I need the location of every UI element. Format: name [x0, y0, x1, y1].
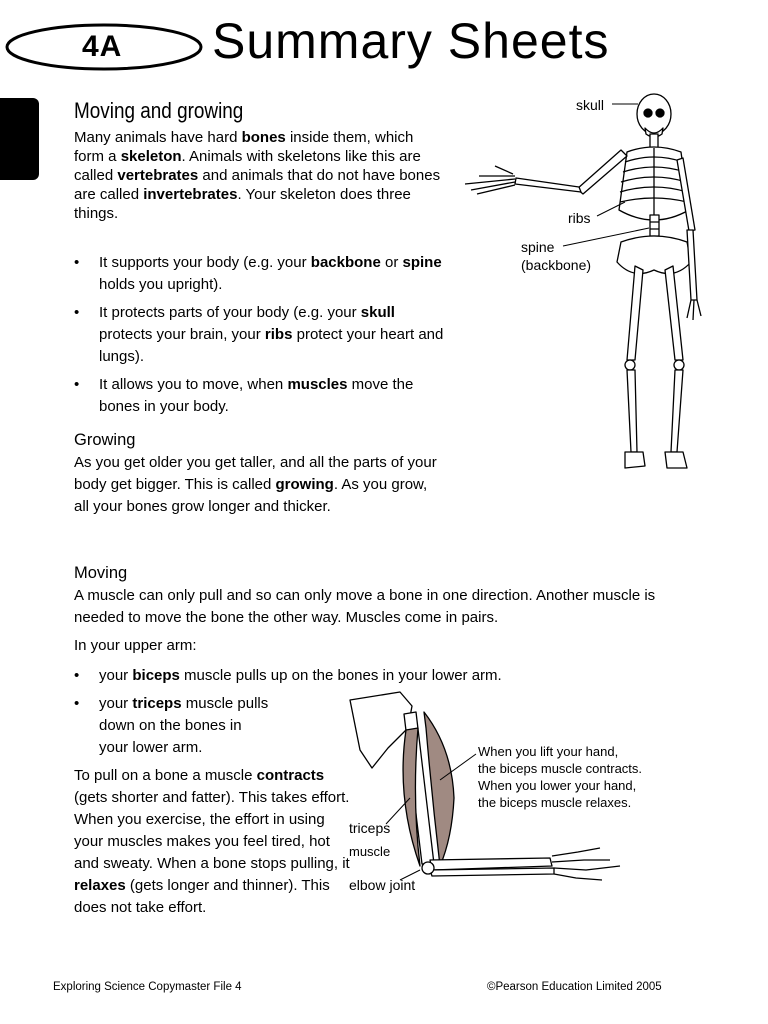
label-backbone: (backbone) [521, 257, 592, 273]
list-item: • your triceps muscle pulls down on the bones in your lower arm. [74, 693, 574, 759]
page-title: Summary Sheets [212, 13, 610, 69]
list-item: • It protects parts of your body (e.g. your skull protects your brain, your ribs protect your heart and lungs). [74, 302, 444, 368]
skeleton-functions-list [74, 252, 444, 424]
section-heading-growing: Growing [74, 431, 136, 449]
footer-left: Exploring Science Copymaster File 4 [53, 981, 242, 993]
section-heading-moving-growing: Moving and growing [74, 98, 244, 123]
list-item: • your biceps muscle pulls up on the bones in your lower arm. [74, 665, 574, 687]
contract-paragraph: To pull on a bone a muscle contracts (gets shorter and fatter). This takes effort. When you exercise, the effort in using your muscles makes you feel tired, hot and sweaty. When a bone stops pulling, it relaxes (gets longer and thinner). This does not take effort. [74, 767, 350, 916]
label-muscle: muscle [349, 844, 391, 859]
biceps-note-line: the biceps muscle relaxes. [478, 795, 632, 810]
sheet-badge: 4A [82, 30, 123, 63]
label-skull: skull [576, 97, 605, 113]
label-ribs: ribs [568, 210, 591, 226]
section-heading-moving: Moving [74, 564, 128, 582]
intro-paragraph: Many animals have hard bones inside them, which form a skeleton. Animals with skeletons like this are called vertebrates and animals that do not have bones are called invertebrates. Your skeleton does three things. [74, 129, 441, 222]
biceps-note-line: When you lift your hand, [478, 744, 619, 759]
biceps-note-line: the biceps muscle contracts. [478, 761, 643, 776]
moving-paragraph: A muscle can only pull and so can only move a bone in one direction. Another muscle is needed to move the bone the other way. Muscles come in pairs. [74, 587, 656, 626]
label-triceps: triceps [349, 820, 391, 836]
upper-arm-intro: In your upper arm: [74, 637, 197, 654]
label-elbow-joint: elbow joint [349, 877, 416, 893]
skeleton-illustration [455, 90, 715, 480]
list-item: • It allows you to move, when muscles move the bones in your body. [74, 374, 444, 418]
label-spine: spine [521, 239, 555, 255]
footer-right: ©Pearson Education Limited 2005 [487, 981, 662, 993]
biceps-note [478, 743, 642, 811]
list-item: • It supports your body (e.g. your backbone or spine holds you upright). [74, 252, 444, 296]
growing-paragraph: As you get older you get taller, and all the parts of your body get bigger. This is called growing. As you grow, all your bones grow longer and thicker. [74, 454, 437, 515]
side-tab [0, 98, 39, 180]
biceps-note-line: When you lower your hand, [478, 778, 637, 793]
